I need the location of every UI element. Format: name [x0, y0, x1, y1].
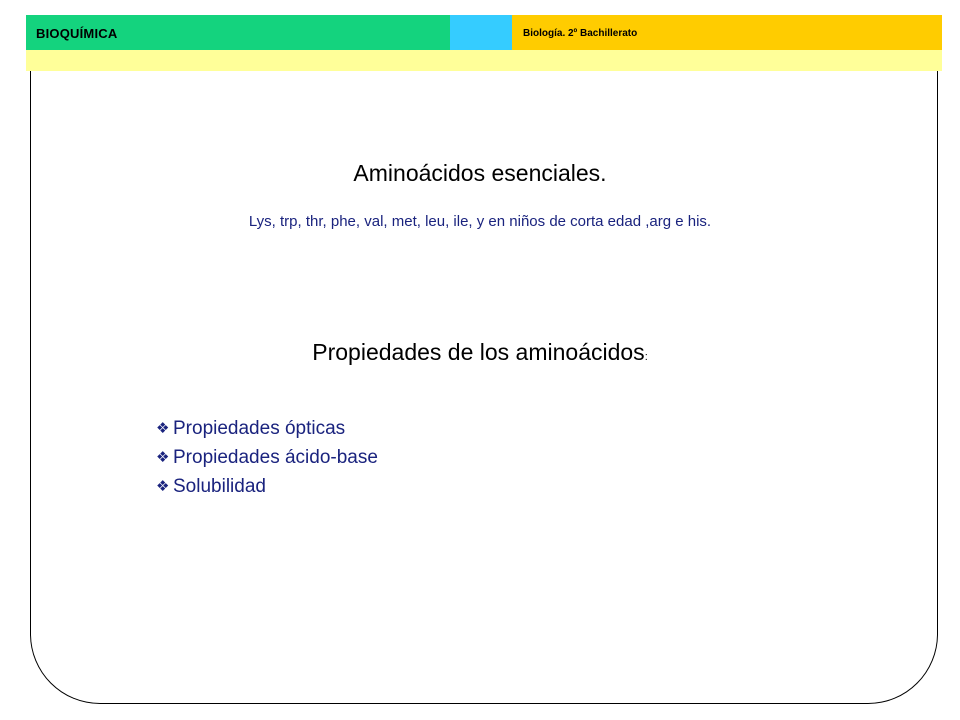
diamond-bullet-icon: ❖: [156, 478, 170, 495]
properties-list: [156, 414, 378, 501]
essential-amino-acid-list: Lys, trp, thr, phe, val, met, leu, ile, y en niños de corta edad ,arg e his.: [248, 213, 712, 230]
header-sub-bar: [26, 50, 942, 71]
list-item: [156, 414, 378, 443]
header-title: BIOQUÍMICA: [36, 26, 118, 41]
list-item-label: Solubilidad: [173, 476, 266, 497]
essential-heading: Aminoácidos esenciales.: [353, 160, 607, 186]
diamond-bullet-icon: ❖: [156, 420, 170, 437]
header-course: Biología. 2º Bachillerato: [523, 28, 638, 39]
list-item-label: Propiedades ácido-base: [173, 447, 378, 468]
list-item: [156, 472, 378, 501]
properties-heading-text: Propiedades de los aminoácidos: [312, 339, 645, 365]
header-bar-cyan: [450, 15, 512, 50]
properties-heading-colon: :: [644, 351, 648, 363]
list-item-label: Propiedades ópticas: [173, 418, 346, 439]
diamond-bullet-icon: ❖: [156, 449, 170, 466]
list-item: [156, 443, 378, 472]
properties-heading: [0, 339, 960, 366]
slide-frame: [30, 40, 938, 704]
